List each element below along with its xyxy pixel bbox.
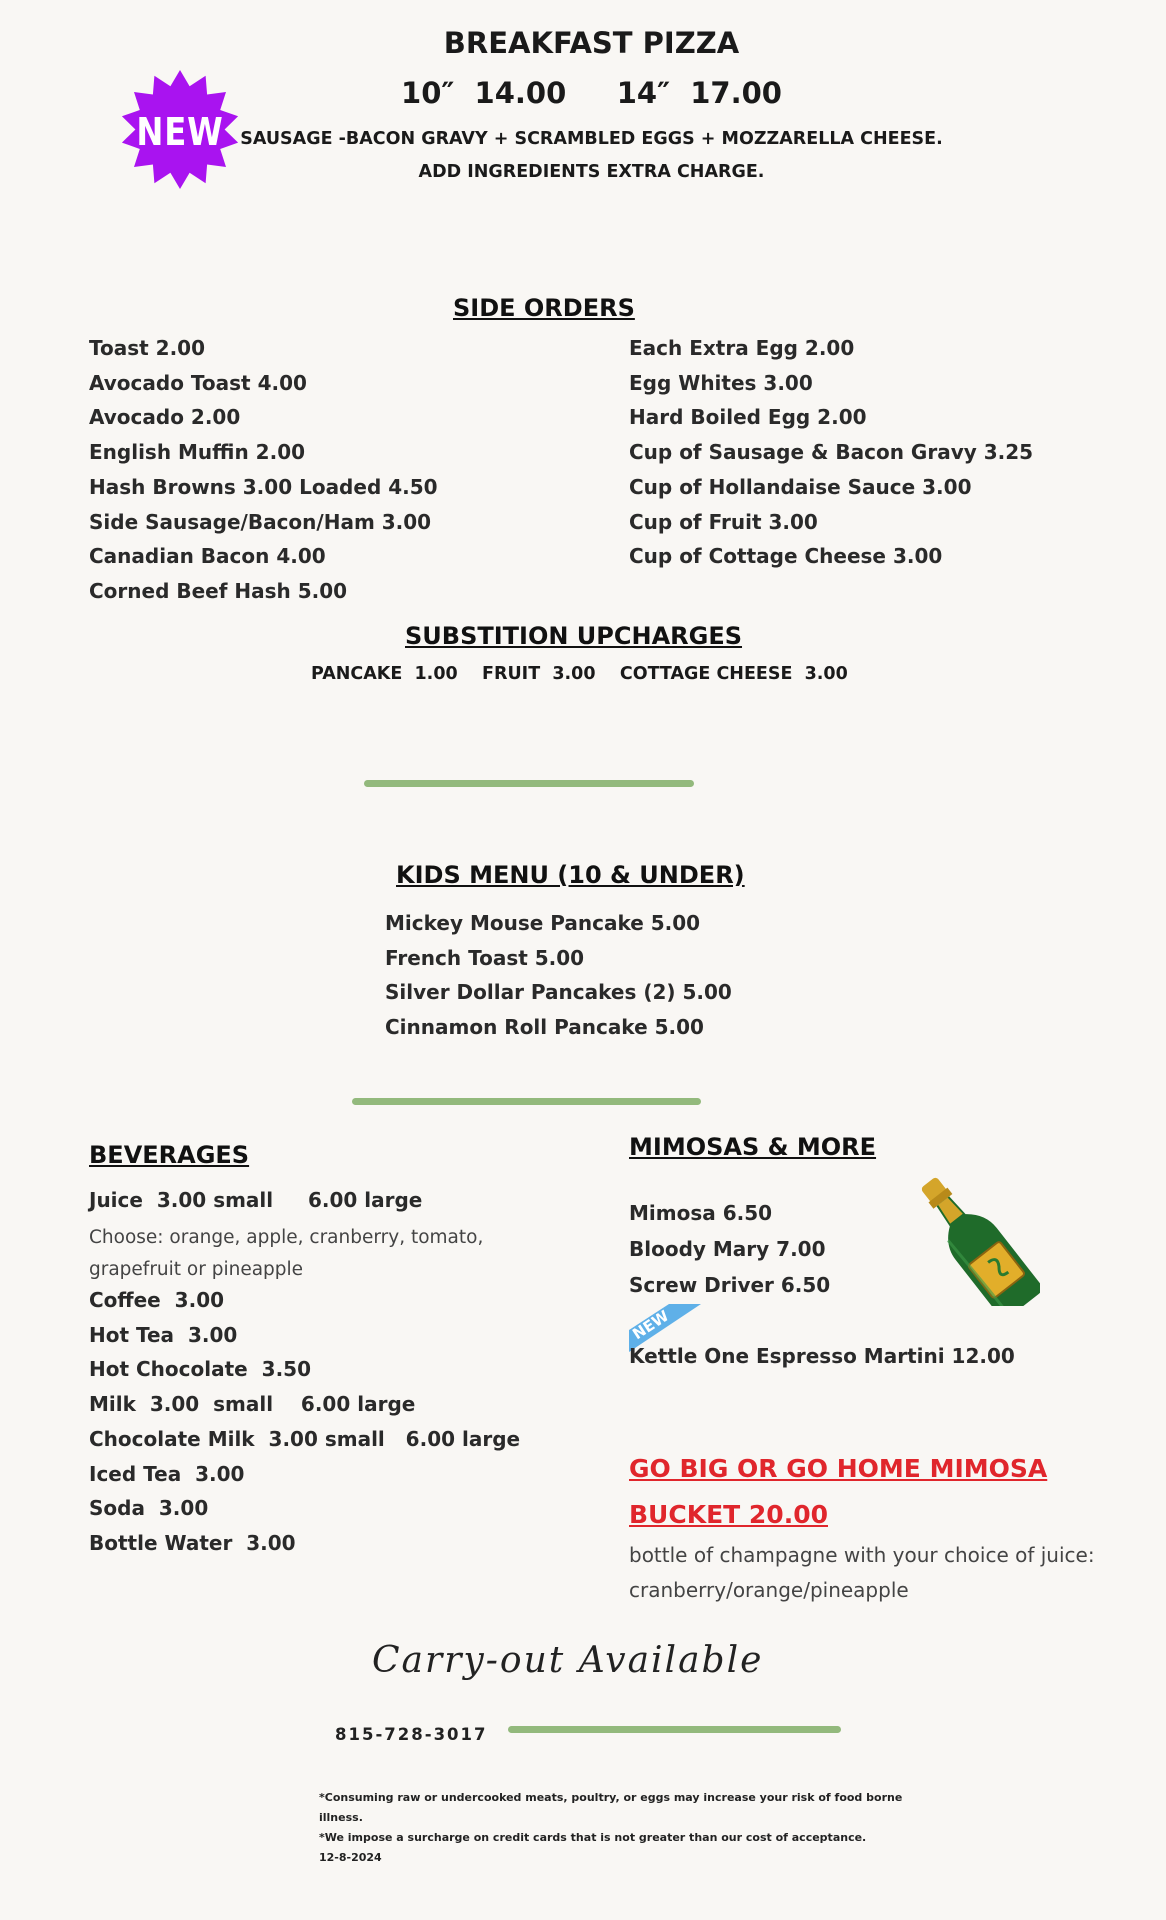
raw-food-disclaimer-end: illness. — [319, 1811, 363, 1824]
credit-card-surcharge-note: *We impose a surcharge on credit cards that is not greater than our cost of acceptance. — [319, 1831, 867, 1844]
beverages-title: BEVERAGES — [89, 1141, 250, 1169]
list-item: Hard Boiled Egg 2.00 — [629, 405, 867, 430]
juice-item: Juice 3.00 small 6.00 large — [89, 1188, 423, 1212]
list-item: Hash Browns 3.00 Loaded 4.50 — [89, 474, 438, 499]
phone-number: 815-728-3017 — [335, 1725, 488, 1744]
list-item: Hot Tea 3.00 — [89, 1322, 238, 1347]
list-item: Mickey Mouse Pancake 5.00 — [385, 911, 701, 935]
mimosa-bucket-title — [629, 1446, 1047, 1538]
mimosas-title: MIMOSAS & MORE — [629, 1133, 877, 1161]
list-item: Coffee 3.00 — [89, 1288, 225, 1312]
breakfast-pizza-extra-note: ADD INGREDIENTS EXTRA CHARGE. — [418, 162, 765, 182]
breakfast-pizza-description: SAUSAGE -BACON GRAVY + SCRAMBLED EGGS + MOZZARELLA CHEESE. — [240, 129, 943, 149]
list-item: Canadian Bacon 4.00 — [89, 544, 326, 569]
new-badge-label: NEW — [136, 110, 224, 154]
list-item: Screw Driver 6.50 — [629, 1273, 831, 1297]
list-item: Avocado Toast 4.00 — [89, 370, 307, 395]
mimosa-bucket-description — [629, 1538, 1095, 1608]
list-item: Soda 3.00 — [89, 1496, 209, 1521]
list-item: Hot Chocolate 3.50 — [89, 1357, 312, 1382]
new-badge — [116, 70, 244, 198]
list-item: Bottle Water 3.00 — [89, 1530, 296, 1555]
champagne-bottle-icon — [900, 1166, 1040, 1306]
list-item: Egg Whites 3.00 — [629, 370, 813, 395]
list-item: Silver Dollar Pancakes (2) 5.00 — [385, 980, 732, 1005]
list-item: Milk 3.00 small 6.00 large — [89, 1392, 416, 1417]
list-item: Cinnamon Roll Pancake 5.00 — [385, 1015, 704, 1040]
list-item: Cup of Hollandaise Sauce 3.00 — [629, 474, 972, 499]
raw-food-disclaimer: *Consuming raw or undercooked meats, poultry, or eggs may increase your risk of food borne — [319, 1791, 903, 1804]
espresso-martini-item: Kettle One Espresso Martini 12.00 — [629, 1344, 1015, 1368]
list-item: Toast 2.00 — [89, 336, 205, 360]
mimosa-bucket-price: BUCKET 20.00 — [629, 1500, 828, 1529]
list-item: Avocado 2.00 — [89, 405, 241, 430]
side-orders-title: SIDE ORDERS — [453, 294, 635, 322]
side-orders-right-list — [629, 331, 1033, 574]
side-orders-left-list — [89, 331, 438, 609]
list-item: Cup of Sausage & Bacon Gravy 3.25 — [629, 440, 1034, 465]
beverages-list — [89, 1283, 520, 1561]
juice-choices-line: grapefruit or pineapple — [89, 1259, 304, 1280]
juice-choices — [89, 1222, 483, 1286]
list-item: Chocolate Milk 3.00 small 6.00 large — [89, 1426, 521, 1451]
list-item: English Muffin 2.00 — [89, 440, 306, 465]
kids-menu-title: KIDS MENU (10 & UNDER) — [396, 861, 745, 889]
section-divider — [352, 1098, 701, 1105]
mimosas-list — [629, 1195, 830, 1303]
substitution-title: SUBSTITION UPCHARGES — [405, 622, 743, 650]
mimosa-bucket-description-line: cranberry/orange/pineapple — [629, 1578, 909, 1602]
section-divider — [364, 780, 694, 787]
list-item: Iced Tea 3.00 — [89, 1461, 245, 1486]
section-divider — [508, 1726, 841, 1733]
list-item: Corned Beef Hash 5.00 — [89, 578, 348, 603]
footer-notes — [319, 1788, 902, 1868]
list-item: Cup of Cottage Cheese 3.00 — [629, 544, 943, 569]
new-ribbon-label: NEW — [629, 1306, 673, 1344]
substitution-line: PANCAKE 1.00 FRUIT 3.00 COTTAGE CHEESE 3.00 — [311, 664, 848, 684]
breakfast-pizza-title: BREAKFAST PIZZA — [443, 26, 740, 60]
mimosa-bucket-title-line: GO BIG OR GO HOME MIMOSA — [629, 1454, 1048, 1483]
mimosa-bucket-description-line: bottle of champagne with your choice of juice: — [629, 1543, 1095, 1567]
breakfast-pizza-sizes: 10″ 14.00 14″ 17.00 — [401, 76, 782, 110]
list-item: Cup of Fruit 3.00 — [629, 509, 818, 534]
juice-choices-line: Choose: orange, apple, cranberry, tomato, — [89, 1227, 484, 1248]
list-item: Mimosa 6.50 — [629, 1201, 773, 1225]
list-item: Each Extra Egg 2.00 — [629, 336, 855, 360]
list-item: French Toast 5.00 — [385, 945, 585, 970]
list-item: Bloody Mary 7.00 — [629, 1237, 826, 1261]
carry-out-available: Carry-out Available — [372, 1640, 764, 1681]
list-item: Side Sausage/Bacon/Ham 3.00 — [89, 509, 432, 534]
kids-menu-list — [385, 906, 732, 1045]
menu-date: 12-8-2024 — [319, 1851, 382, 1864]
